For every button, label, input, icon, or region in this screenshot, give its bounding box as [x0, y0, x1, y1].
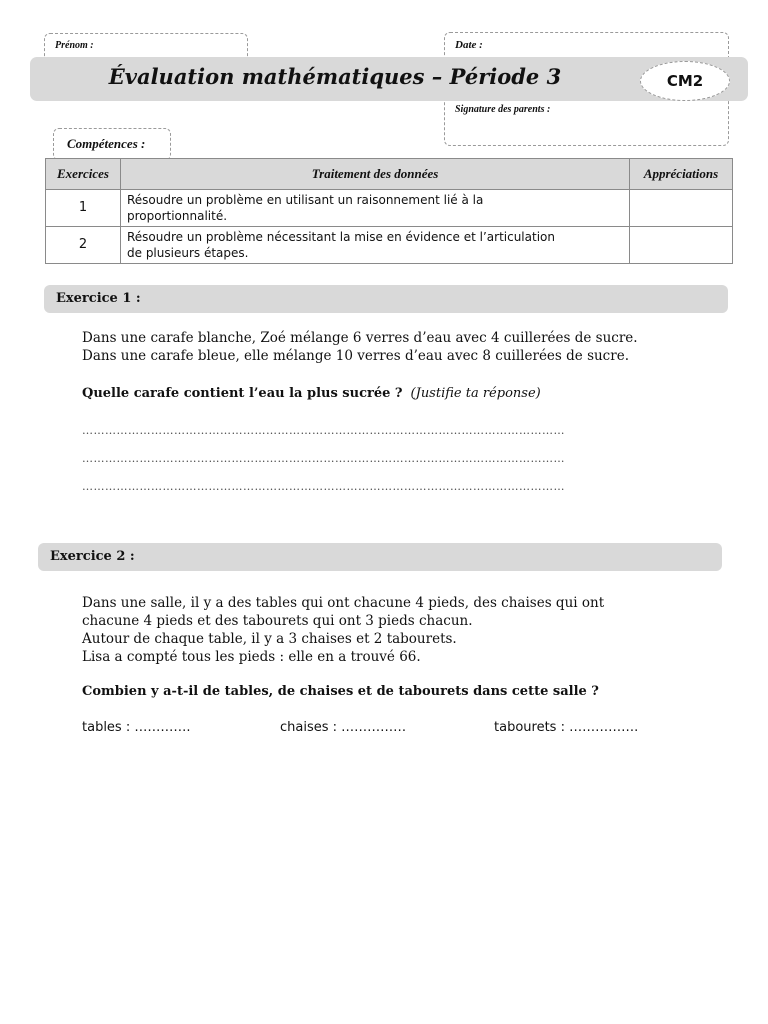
page-title: Évaluation mathématiques – Période 3: [108, 64, 562, 89]
column-header-exercices: Exercices: [46, 159, 121, 190]
tables-answer-field[interactable]: tables : ………….: [82, 720, 191, 735]
table-row: [46, 227, 733, 264]
competences-label: Compétences :: [67, 136, 146, 151]
exercise-1-question: Quelle carafe contient l’eau la plus sucrée ?: [82, 386, 403, 401]
skills-table: [45, 158, 733, 264]
exercise-1-line: Dans une carafe blanche, Zoé mélange 6 verres d’eau avec 4 cuillerées de sucre.: [82, 330, 638, 346]
level-badge: CM2: [640, 61, 730, 101]
exercise-1-question-row: [82, 384, 541, 403]
exercise-2-line: Lisa a compté tous les pieds : elle en a trouvé 66.: [82, 649, 421, 665]
exercise-2-line: Autour de chaque table, il y a 3 chaises et 2 tabourets.: [82, 631, 457, 647]
skill-description: [121, 227, 630, 264]
answer-line[interactable]: ………………………………………………………………………………………………………………: [82, 452, 565, 465]
exercise-1-title: Exercice 1 :: [44, 285, 728, 313]
skill-description-line: proportionnalité.: [127, 209, 228, 223]
column-header-traitement: Traitement des données: [121, 159, 630, 190]
answer-line[interactable]: ………………………………………………………………………………………………………………: [82, 424, 565, 437]
skill-description: [121, 190, 630, 227]
signature-label: Signature des parents :: [455, 104, 551, 115]
date-label: Date :: [455, 39, 483, 51]
table-header-row: [46, 159, 733, 190]
chaises-answer-field[interactable]: chaises : ……………: [280, 720, 407, 735]
exercise-2-line: Dans une salle, il y a des tables qui ont chacune 4 pieds, des chaises qui ont: [82, 595, 605, 611]
tabourets-answer-field[interactable]: tabourets : …………….: [494, 720, 639, 735]
appreciation-cell[interactable]: [630, 227, 733, 264]
exercise-2-title: Exercice 2 :: [38, 543, 722, 571]
table-row: [46, 190, 733, 227]
exercise-2-line: chacune 4 pieds et des tabourets qui ont 3 pieds chacun.: [82, 613, 473, 629]
skill-description-line: de plusieurs étapes.: [127, 246, 249, 260]
exercise-number: 2: [46, 227, 121, 264]
appreciation-cell[interactable]: [630, 190, 733, 227]
skill-description-line: Résoudre un problème en utilisant un raisonnement lié à la: [127, 193, 484, 207]
column-header-appreciations: Appréciations: [630, 159, 733, 190]
exercise-1-hint: (Justifie ta réponse): [410, 386, 541, 401]
exercise-1-line: Dans une carafe bleue, elle mélange 10 verres d’eau avec 8 cuillerées de sucre.: [82, 348, 629, 364]
exercise-2-question: Combien y a-t-il de tables, de chaises et de tabourets dans cette salle ?: [82, 684, 599, 699]
skill-description-line: Résoudre un problème nécessitant la mise en évidence et l’articulation: [127, 230, 555, 244]
exercise-number: 1: [46, 190, 121, 227]
prenom-label: Prénom :: [55, 40, 94, 51]
answer-line[interactable]: ………………………………………………………………………………………………………………: [82, 480, 565, 493]
